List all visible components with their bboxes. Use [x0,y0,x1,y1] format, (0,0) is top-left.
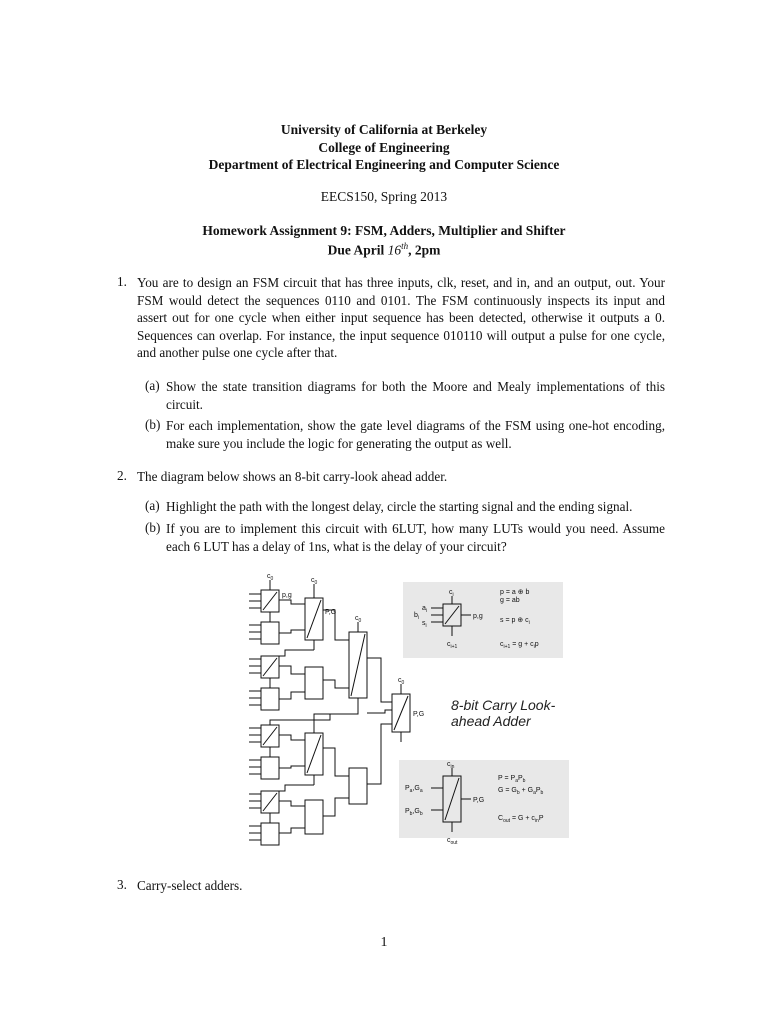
due-date: Due April 16th, 2pm [327,241,441,258]
level2-block-3 [305,800,323,834]
adder-block-5 [261,757,279,779]
university-name: University of California at Berkeley [280,122,488,137]
question-2-number: 2. [117,468,127,483]
figure-caption-line2: ahead Adder [451,713,531,729]
question-1-text: You are to design an FSM circuit that has three inputs, clk, reset, and in, and an output, out. Your FSM would detect the sequences 0110 and 0101. The FSM continuously inspects its input and assert out for one cycle when either input sequence has been detected, otherwise it outputs a 0. Sequences can overlap. For instance, the input sequence 010110 will output a pulse for one cycle, and another pulse one cycle after that. [137,275,665,360]
legend1-si: $s_i$ [422,620,427,629]
course-label: EECS150, Spring 2013 [320,189,448,204]
level3-block-1 [349,768,367,804]
college-name: College of Engineering [318,140,450,155]
question-1b-label: (b) [145,417,161,432]
legend1-ci1: $c_{i+1}$ [447,641,458,650]
legend2-PbGb: $P_b,G_b$ [405,808,423,817]
legend2-eq2: $G = G_b + G_aP_b$ [498,787,544,796]
legend2-cout: $c_{out}$ [447,837,458,846]
legend2-PaGa: $P_a,G_a$ [405,785,423,794]
question-2b-label: (b) [145,520,161,535]
legend1-eq2: g = ab [500,597,520,604]
adder-block-7 [261,823,279,845]
legend1-eq1: p = a ⊕ b [500,589,530,596]
department-name: Department of Electrical Engineering and Computer Science [208,157,560,172]
question-3-number: 3. [117,877,127,892]
level2-block-1 [305,667,323,699]
question-2-text: The diagram below shows an 8-bit carry-look ahead adder. [137,469,448,484]
legend1-bi: $b_i$ [414,612,420,621]
legend2-PG: P,G [473,797,485,804]
legend1-ci: $c_i$ [449,589,454,598]
page-number: 1 [380,935,388,950]
legend-box-1 [403,582,563,658]
legend1-eq3: s = p ⊕ $c_i$ [500,617,530,626]
legend1-eq4: $c_{i+1} = g + c_ip$ [500,641,539,650]
c0-label-a: $c_0$ [267,573,274,582]
carry-lookahead-adder-figure [225,570,570,860]
question-2a-label: (a) [145,498,160,513]
legend2-eq1: $P = P_aP_b$ [498,775,526,784]
question-1a-text: Show the state transition diagrams for both the Moore and Mealy implementations of this circuit. [166,379,665,412]
c0-label-c: $c_0$ [355,615,362,624]
legend2-cin: $c_{in}$ [447,761,455,770]
carry-lookahead-diagram [225,570,570,855]
legend2-eq3: $C_{out} = G + c_{in}P$ [498,815,544,824]
question-2a-text: Highlight the path with the longest delay, circle the starting signal and the ending signal. [166,499,633,514]
question-1b-text: For each implementation, show the gate level diagrams of the FSM using one-hot encoding, make sure you include the logic for generating the output as well. [166,418,665,451]
question-1a-label: (a) [145,378,160,393]
PG-label-1: P,G [325,609,337,616]
c0-label-d: $c_0$ [398,677,405,686]
pg-label: p,g [282,592,292,599]
legend1-ai: $a_i$ [422,605,428,614]
assignment-title: Homework Assignment 9: FSM, Adders, Multiplier and Shifter [202,223,566,238]
PG-label-2: P,G [413,711,425,718]
c0-label-b: $c_0$ [311,577,318,586]
figure-caption-line1: 8-bit Carry Look- [451,697,556,713]
legend1-pg: p,g [473,613,483,620]
adder-block-1 [261,622,279,644]
question-2b-text: If you are to implement this circuit with 6LUT, how many LUTs would you need. Assume each 6 LUT has a delay of 1ns, what is the delay of your circuit? [166,521,665,554]
question-1-number: 1. [117,274,127,289]
question-3-text: Carry-select adders. [137,878,243,893]
adder-block-3 [261,688,279,710]
